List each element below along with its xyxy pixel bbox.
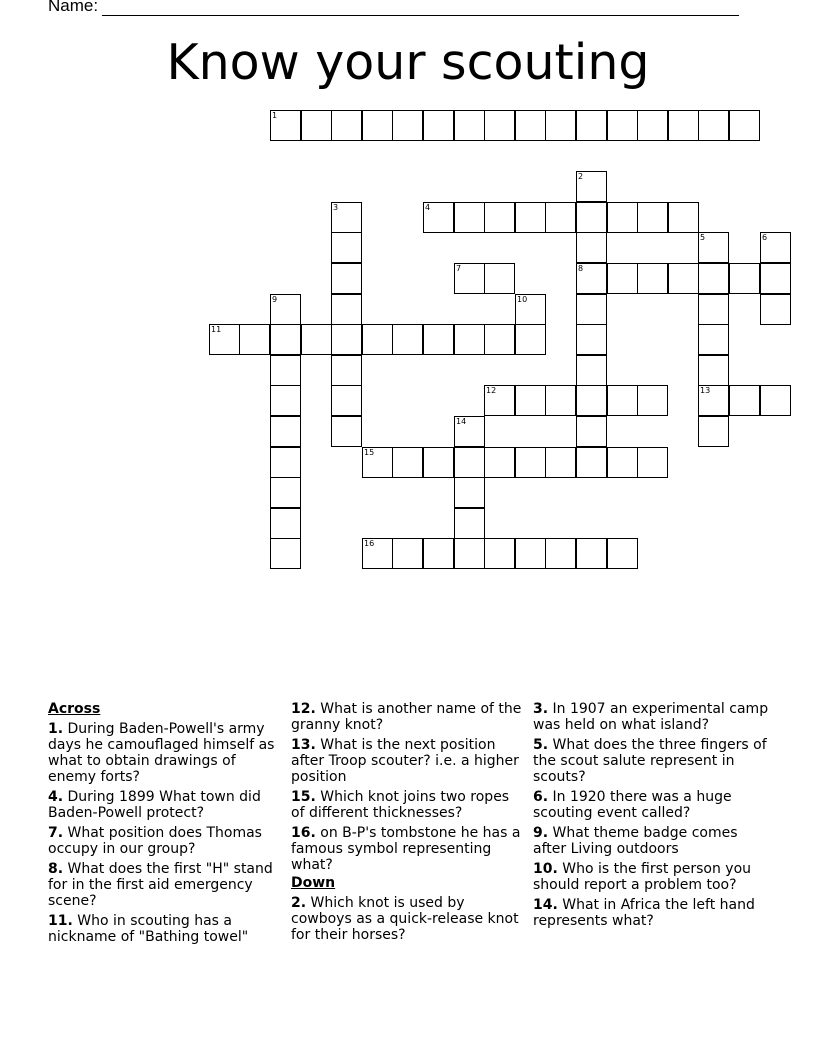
grid-cell <box>392 447 423 478</box>
clue-text: Which knot is used by cowboys as a quick-release knot for their horses? <box>291 895 519 943</box>
grid-cell <box>209 324 240 355</box>
clue-down-9 <box>533 825 773 857</box>
grid-cell <box>454 202 485 233</box>
grid-cell <box>637 447 668 478</box>
clue-number: 15. <box>291 789 316 805</box>
page-title: Know your scouting <box>166 34 650 91</box>
grid-cell <box>484 385 515 416</box>
clue-number: 9. <box>533 825 549 841</box>
grid-cell <box>698 232 729 263</box>
grid-cell <box>545 538 576 569</box>
clue-number: 5. <box>533 737 549 753</box>
clue-number: 3. <box>533 701 549 717</box>
grid-cell <box>729 385 760 416</box>
grid-cell <box>760 263 791 294</box>
grid-cell <box>454 324 485 355</box>
grid-cell <box>331 110 362 141</box>
grid-cell <box>576 232 607 263</box>
grid-cell <box>270 294 301 325</box>
grid-cell <box>698 355 729 386</box>
grid-cell <box>576 385 607 416</box>
grid-cell <box>637 263 668 294</box>
clue-text: What does the first "H" stand for in the first aid emergency scene? <box>48 861 273 909</box>
name-label: Name: <box>48 0 99 15</box>
grid-cell <box>423 324 454 355</box>
grid-cell <box>270 477 301 508</box>
clue-number-label: 7 <box>456 264 462 273</box>
grid-cell <box>270 324 301 355</box>
clue-number-label: 3 <box>333 203 339 212</box>
clue-number-label: 16 <box>364 539 375 548</box>
grid-cell <box>545 385 576 416</box>
grid-cell <box>515 294 546 325</box>
grid-cell <box>760 385 791 416</box>
clue-number-label: 8 <box>578 264 584 273</box>
clue-number: 13. <box>291 737 316 753</box>
grid-cell <box>484 202 515 233</box>
grid-cell <box>607 110 638 141</box>
clue-number-label: 10 <box>517 295 528 304</box>
grid-cell <box>576 110 607 141</box>
grid-cell <box>454 416 485 447</box>
grid-cell <box>576 355 607 386</box>
grid-cell <box>301 324 332 355</box>
clue-down-3 <box>533 701 773 733</box>
grid-cell <box>454 508 485 539</box>
grid-cell <box>515 110 546 141</box>
grid-cell <box>454 263 485 294</box>
clue-text: In 1920 there was a huge scouting event called? <box>533 789 732 821</box>
grid-cell <box>545 202 576 233</box>
clues-column-1 <box>48 701 280 949</box>
grid-cell <box>423 447 454 478</box>
clue-number-label: 9 <box>272 295 278 304</box>
grid-cell <box>637 110 668 141</box>
clue-number-label: 11 <box>211 325 222 334</box>
clue-number-label: 14 <box>456 417 467 426</box>
clue-across-16 <box>291 825 523 873</box>
grid-cell <box>239 324 270 355</box>
clue-text: Who is the first person you should report a problem too? <box>533 861 752 893</box>
clue-number-label: 6 <box>762 233 768 242</box>
clues-column-3 <box>533 701 773 933</box>
clue-down-6 <box>533 789 773 821</box>
clue-number-label: 12 <box>486 386 497 395</box>
grid-cell <box>515 202 546 233</box>
clue-across-15 <box>291 789 523 821</box>
grid-cell <box>270 355 301 386</box>
clue-text: During 1899 What town did Baden-Powell protect? <box>48 789 261 821</box>
clue-number: 1. <box>48 721 64 737</box>
grid-cell <box>729 110 760 141</box>
grid-cell <box>270 416 301 447</box>
grid-cell <box>515 324 546 355</box>
clue-number-label: 1 <box>272 111 278 120</box>
clue-number: 2. <box>291 895 307 911</box>
grid-cell <box>760 232 791 263</box>
grid-cell <box>362 447 393 478</box>
grid-cell <box>362 324 393 355</box>
clue-text: What theme badge comes after Living outdoors <box>533 825 738 857</box>
across-header: Across <box>48 701 101 717</box>
grid-cell <box>729 263 760 294</box>
grid-cell <box>668 202 699 233</box>
grid-cell <box>331 324 362 355</box>
grid-cell <box>423 538 454 569</box>
grid-cell <box>392 538 423 569</box>
grid-cell <box>454 110 485 141</box>
grid-cell <box>270 447 301 478</box>
clue-across-4 <box>48 789 280 821</box>
clue-text: Which knot joins two ropes of different thicknesses? <box>291 789 510 821</box>
grid-cell <box>607 447 638 478</box>
grid-cell <box>331 355 362 386</box>
grid-cell <box>362 110 393 141</box>
grid-cell <box>607 202 638 233</box>
clue-text: Who in scouting has a nickname of "Bathing towel" <box>48 913 249 945</box>
grid-cell <box>576 294 607 325</box>
clue-text: What is the next position after Troop scouter? i.e. a higher position <box>291 737 519 785</box>
clue-number: 8. <box>48 861 64 877</box>
grid-cell <box>607 385 638 416</box>
grid-cell <box>392 324 423 355</box>
clue-across-12 <box>291 701 523 733</box>
clue-number: 7. <box>48 825 64 841</box>
clue-across-11 <box>48 913 280 945</box>
grid-cell <box>607 263 638 294</box>
clue-text: on B-P's tombstone he has a famous symbol representing what? <box>291 825 521 873</box>
clue-number: 12. <box>291 701 316 717</box>
grid-cell <box>331 202 362 233</box>
grid-cell <box>423 110 454 141</box>
clue-across-1 <box>48 721 280 785</box>
clue-down-14 <box>533 897 773 929</box>
grid-cell <box>423 202 454 233</box>
grid-cell <box>270 110 301 141</box>
grid-cell <box>484 263 515 294</box>
clue-across-13 <box>291 737 523 785</box>
grid-cell <box>698 324 729 355</box>
grid-cell <box>301 110 332 141</box>
grid-cell <box>760 294 791 325</box>
grid-cell <box>331 385 362 416</box>
grid-cell <box>637 385 668 416</box>
grid-cell <box>270 385 301 416</box>
clue-number-label: 15 <box>364 448 375 457</box>
grid-cell <box>484 447 515 478</box>
grid-cell <box>515 385 546 416</box>
clue-number: 16. <box>291 825 316 841</box>
clue-text: What position does Thomas occupy in our group? <box>48 825 262 857</box>
grid-cell <box>392 110 423 141</box>
clue-text: During Baden-Powell's army days he camouflaged himself as what to obtain drawings of enemy forts? <box>48 721 275 785</box>
grid-cell <box>698 416 729 447</box>
clue-number-label: 2 <box>578 172 584 181</box>
grid-cell <box>637 202 668 233</box>
grid-cell <box>698 110 729 141</box>
grid-cell <box>270 538 301 569</box>
grid-cell <box>576 324 607 355</box>
grid-cell <box>331 232 362 263</box>
grid-cell <box>698 385 729 416</box>
grid-cell <box>454 538 485 569</box>
grid-cell <box>576 447 607 478</box>
clue-number: 10. <box>533 861 558 877</box>
grid-cell <box>698 263 729 294</box>
clue-down-2 <box>291 895 523 943</box>
clue-down-10 <box>533 861 773 893</box>
grid-cell <box>515 538 546 569</box>
grid-cell <box>454 477 485 508</box>
clue-text: What is another name of the granny knot? <box>291 701 522 733</box>
clue-number: 11. <box>48 913 73 929</box>
grid-cell <box>576 202 607 233</box>
grid-cell <box>331 294 362 325</box>
clue-text: What does the three fingers of the scout salute represent in scouts? <box>533 737 767 785</box>
clue-text: In 1907 an experimental camp was held on what island? <box>533 701 769 733</box>
grid-cell <box>576 171 607 202</box>
grid-cell <box>576 263 607 294</box>
grid-cell <box>576 416 607 447</box>
clue-number-label: 5 <box>700 233 706 242</box>
grid-cell <box>270 508 301 539</box>
grid-cell <box>362 538 393 569</box>
clue-number: 6. <box>533 789 549 805</box>
grid-cell <box>668 263 699 294</box>
clue-number-label: 13 <box>700 386 711 395</box>
clue-number: 4. <box>48 789 64 805</box>
grid-cell <box>545 447 576 478</box>
clue-across-7 <box>48 825 280 857</box>
clue-text: What in Africa the left hand represents what? <box>533 897 755 929</box>
clue-number-label: 4 <box>425 203 431 212</box>
clues-column-2 <box>291 701 523 947</box>
grid-cell <box>331 416 362 447</box>
grid-cell <box>698 294 729 325</box>
grid-cell <box>484 110 515 141</box>
clue-number: 14. <box>533 897 558 913</box>
down-header: Down <box>291 875 336 891</box>
grid-cell <box>454 447 485 478</box>
grid-cell <box>545 110 576 141</box>
grid-cell <box>576 538 607 569</box>
clue-across-8 <box>48 861 280 909</box>
grid-cell <box>607 538 638 569</box>
grid-cell <box>484 538 515 569</box>
grid-cell <box>484 324 515 355</box>
grid-cell <box>668 110 699 141</box>
clue-down-5 <box>533 737 773 785</box>
grid-cell <box>515 447 546 478</box>
grid-cell <box>331 263 362 294</box>
